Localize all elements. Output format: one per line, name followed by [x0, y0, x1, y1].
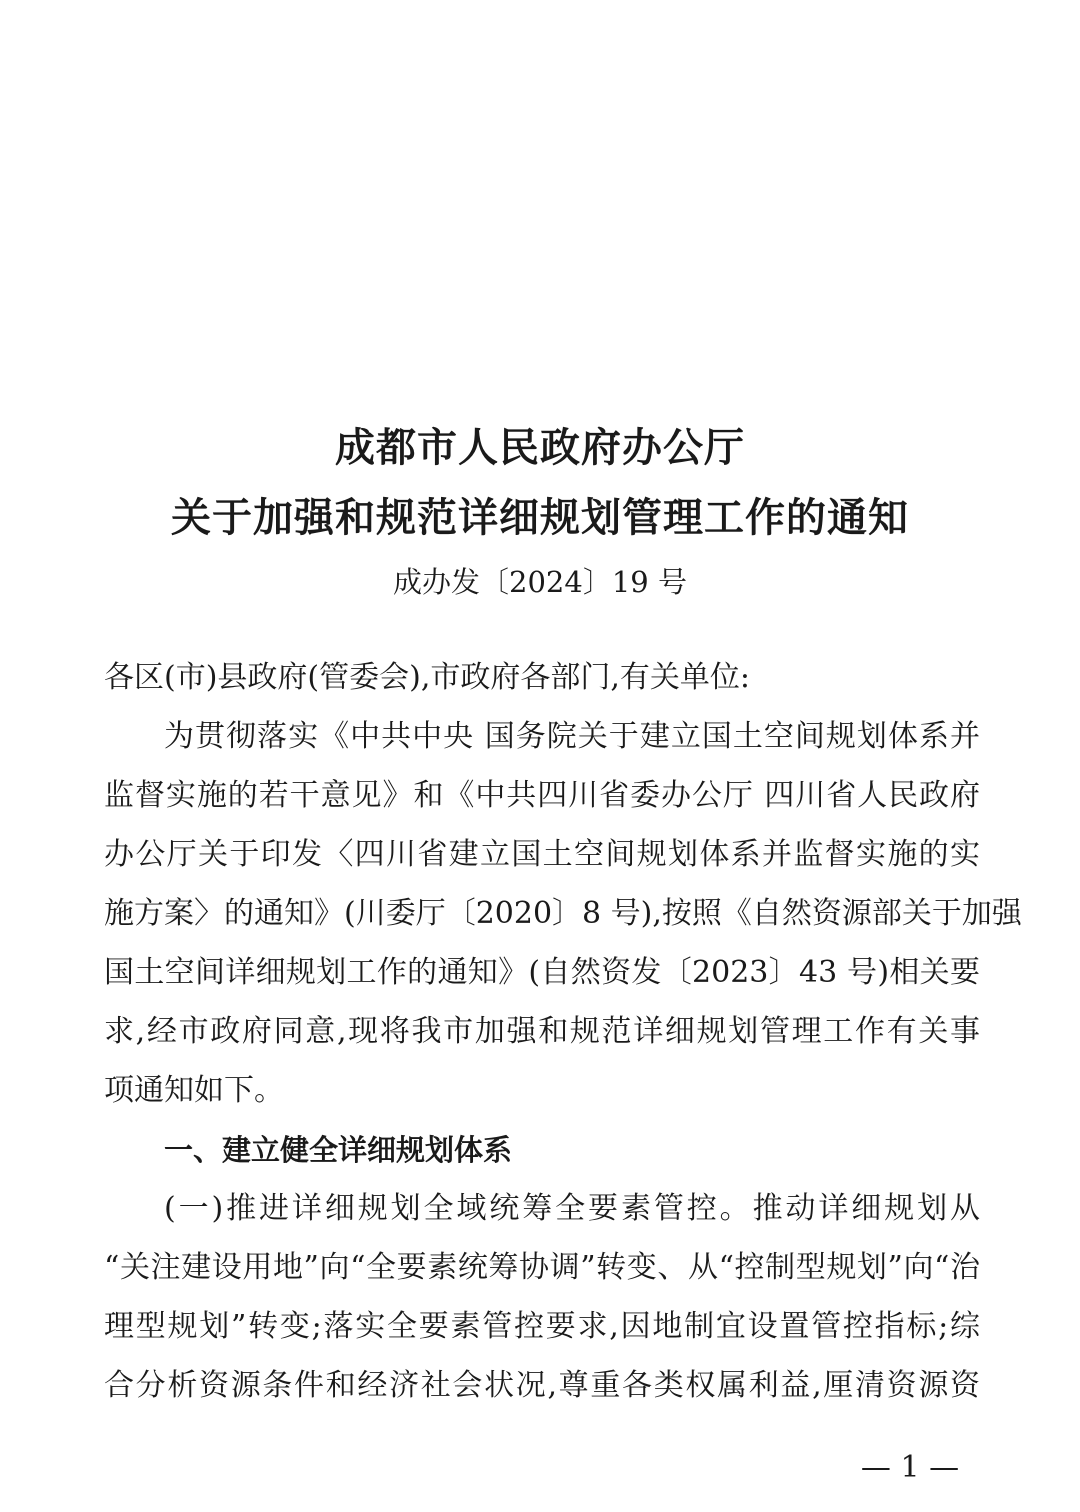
document-number: 成办发〔2024〕19 号	[393, 565, 687, 599]
section-line: “关注建设用地”向“全要素统筹协调”转变、从“控制型规划”向“治	[104, 1250, 980, 1285]
page-number: — 1 —	[860, 1450, 960, 1485]
addressee: 各区(市)县政府(管委会),市政府各部门,有关单位:	[104, 660, 750, 695]
intro-line: 项通知如下。	[104, 1073, 284, 1108]
section-line: (一)推进详细规划全域统筹全要素管控。推动详细规划从	[164, 1191, 980, 1226]
section-line: 合分析资源条件和经济社会状况,尊重各类权属利益,厘清资源资	[104, 1368, 980, 1403]
intro-line: 为贯彻落实《中共中央 国务院关于建立国土空间规划体系并	[164, 719, 980, 754]
document-title-line-2: 关于加强和规范详细规划管理工作的通知	[171, 495, 909, 541]
section-line: 理型规划”转变;落实全要素管控要求,因地制宜设置管控指标;综	[104, 1309, 980, 1344]
document-title-line-1: 成都市人民政府办公厅	[335, 425, 745, 471]
intro-line: 求,经市政府同意,现将我市加强和规范详细规划管理工作有关事	[104, 1014, 980, 1049]
intro-line: 国土空间详细规划工作的通知》(自然资发〔2023〕43 号)相关要	[104, 955, 980, 990]
intro-line: 监督实施的若干意见》和《中共四川省委办公厅 四川省人民政府	[104, 778, 980, 813]
intro-line: 办公厅关于印发〈四川省建立国土空间规划体系并监督实施的实	[104, 837, 980, 872]
section-heading: 一、建立健全详细规划体系	[164, 1133, 513, 1167]
intro-line: 施方案〉的通知》(川委厅〔2020〕8 号),按照《自然资源部关于加强	[104, 896, 1022, 931]
